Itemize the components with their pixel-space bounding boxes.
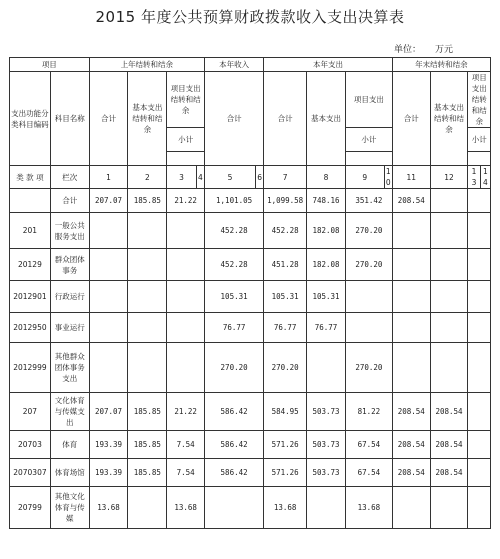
lei-label: 类 — [16, 172, 24, 182]
table-row — [10, 393, 491, 431]
row-value: 270.20 — [264, 343, 307, 393]
col-number: 13 — [468, 166, 480, 189]
col-number: 6 — [256, 166, 264, 189]
row-value: 67.54 — [345, 459, 392, 487]
row-value — [392, 281, 430, 313]
lei-kuan-xiang-label — [10, 166, 51, 189]
row-value: 270.20 — [345, 343, 392, 393]
row-value — [430, 189, 468, 213]
row-value — [345, 281, 392, 313]
row-value: 503.73 — [307, 431, 346, 459]
row-value: 182.08 — [307, 249, 346, 281]
header-prev-subtotal: 小计 — [167, 128, 205, 152]
row-value: 503.73 — [307, 459, 346, 487]
header-prev-project: 项目支出结转和结余 — [167, 72, 205, 128]
col-number: 8 — [307, 166, 346, 189]
row-value: 452.28 — [205, 213, 264, 249]
col-number: 2 — [128, 166, 167, 189]
row-value: 182.08 — [307, 213, 346, 249]
col-number: 3 — [167, 166, 197, 189]
row-value — [89, 249, 128, 281]
row-value: 105.31 — [307, 281, 346, 313]
row-value: 193.39 — [89, 431, 128, 459]
row-value: 13.68 — [345, 487, 392, 529]
row-value — [468, 343, 491, 393]
row-value: 270.20 — [345, 213, 392, 249]
header-expense-project: 项目支出 — [345, 72, 392, 128]
row-name: 其他群众团体事务支出 — [50, 343, 89, 393]
row-value: 207.07 — [89, 189, 128, 213]
col-number: 11 — [392, 166, 430, 189]
row-value — [430, 343, 468, 393]
row-code: 2070307 — [10, 459, 51, 487]
col-number: 7 — [264, 166, 307, 189]
header-subject-name: 科目名称 — [50, 72, 89, 166]
row-code: 20799 — [10, 487, 51, 529]
row-value: 451.28 — [264, 249, 307, 281]
row-value — [468, 431, 491, 459]
row-value — [392, 313, 430, 343]
col-number: 10 — [385, 167, 391, 187]
row-value: 208.54 — [392, 431, 430, 459]
col-number: 5 — [205, 166, 256, 189]
row-value: 185.85 — [128, 459, 167, 487]
row-value — [167, 343, 205, 393]
col-number: 9 — [345, 166, 384, 189]
header-end-subtotal: 小计 — [468, 128, 491, 152]
row-name: 行政运行 — [50, 281, 89, 313]
row-value: 270.20 — [205, 343, 264, 393]
row-name: 文化体育与传媒支出 — [50, 393, 89, 431]
table-row — [10, 189, 491, 213]
col-number: 1 — [89, 166, 128, 189]
header-project: 项目 — [10, 58, 90, 72]
row-value — [430, 487, 468, 529]
row-value: 208.54 — [430, 393, 468, 431]
row-value: 207.07 — [89, 393, 128, 431]
row-value — [468, 459, 491, 487]
row-value — [345, 313, 392, 343]
row-value — [128, 281, 167, 313]
row-value: 21.22 — [167, 189, 205, 213]
row-value: 7.54 — [167, 459, 205, 487]
xiang-label: 项 — [36, 172, 44, 182]
row-value — [89, 213, 128, 249]
header-end-basic: 基本支出结转和结余 — [430, 72, 468, 166]
row-value — [167, 281, 205, 313]
row-value: 13.68 — [89, 487, 128, 529]
row-code: 20703 — [10, 431, 51, 459]
row-value — [392, 249, 430, 281]
row-value: 13.68 — [264, 487, 307, 529]
row-code: 2012999 — [10, 343, 51, 393]
row-value — [128, 313, 167, 343]
row-code: 2012901 — [10, 281, 51, 313]
row-value — [89, 313, 128, 343]
row-code: 2012950 — [10, 313, 51, 343]
table-row — [10, 459, 491, 487]
row-name: 体育场馆 — [50, 459, 89, 487]
row-value: 81.22 — [345, 393, 392, 431]
row-value: 76.77 — [264, 313, 307, 343]
row-value: 748.16 — [307, 189, 346, 213]
row-value — [167, 313, 205, 343]
row-value — [468, 281, 491, 313]
row-value — [89, 343, 128, 393]
table-row — [10, 249, 491, 281]
table-row — [10, 487, 491, 529]
row-value: 105.31 — [205, 281, 264, 313]
row-code: 20129 — [10, 249, 51, 281]
row-value: 76.77 — [307, 313, 346, 343]
row-value — [392, 487, 430, 529]
row-value: 586.42 — [205, 393, 264, 431]
row-value — [430, 213, 468, 249]
row-value — [128, 343, 167, 393]
unit-label — [394, 42, 453, 55]
row-value: 351.42 — [345, 189, 392, 213]
row-code: 207 — [10, 393, 51, 431]
row-value — [430, 313, 468, 343]
row-value: 193.39 — [89, 459, 128, 487]
budget-table — [9, 57, 491, 529]
unit-prefix: 单位： — [394, 45, 422, 55]
header-row-2 — [10, 72, 491, 128]
row-value — [468, 249, 491, 281]
row-value: 185.85 — [128, 431, 167, 459]
col-number-row — [10, 166, 491, 189]
header-prev-total: 合计 — [89, 72, 128, 166]
row-name: 一般公共服务支出 — [50, 213, 89, 249]
row-value — [468, 393, 491, 431]
header-prev-balance: 上年结转和结余 — [89, 58, 204, 72]
row-value — [167, 249, 205, 281]
row-value: 67.54 — [345, 431, 392, 459]
row-code: 201 — [10, 213, 51, 249]
table-row — [10, 431, 491, 459]
header-expense-basic: 基本支出 — [307, 72, 346, 166]
row-value — [430, 249, 468, 281]
row-value — [430, 281, 468, 313]
row-value: 208.54 — [430, 459, 468, 487]
row-name: 事业运行 — [50, 313, 89, 343]
row-value: 452.28 — [205, 249, 264, 281]
page-title: 2015 年度公共预算财政拨款收入支出决算表 — [95, 8, 405, 26]
header-prev-basic: 基本支出结转和结余 — [128, 72, 167, 166]
row-value: 208.54 — [392, 189, 430, 213]
row-value: 571.26 — [264, 431, 307, 459]
row-value: 208.54 — [392, 459, 430, 487]
row-value: 21.22 — [167, 393, 205, 431]
row-value: 208.54 — [430, 431, 468, 459]
kuan-label: 款 — [26, 172, 34, 182]
row-value — [468, 189, 491, 213]
header-end-project: 项目支出结转和结余 — [468, 72, 491, 128]
header-expense-subtotal: 小计 — [345, 128, 392, 152]
row-value: 586.42 — [205, 459, 264, 487]
row-value — [128, 487, 167, 529]
row-value: 503.73 — [307, 393, 346, 431]
row-value: 586.42 — [205, 431, 264, 459]
row-value: 452.28 — [264, 213, 307, 249]
row-code — [10, 189, 51, 213]
col-number: 12 — [430, 166, 468, 189]
row-value: 1,101.05 — [205, 189, 264, 213]
row-value: 208.54 — [392, 393, 430, 431]
row-value — [468, 487, 491, 529]
row-name: 合计 — [50, 189, 89, 213]
row-value — [128, 249, 167, 281]
header-func-code: 支出功能分类科目编码 — [10, 72, 51, 166]
row-value: 270.20 — [345, 249, 392, 281]
table-row — [10, 213, 491, 249]
row-value — [307, 487, 346, 529]
row-value — [128, 213, 167, 249]
col-number: 4 — [196, 166, 204, 189]
row-value: 185.85 — [128, 189, 167, 213]
row-value: 76.77 — [205, 313, 264, 343]
row-value: 584.95 — [264, 393, 307, 431]
row-name: 体育 — [50, 431, 89, 459]
row-value: 105.31 — [264, 281, 307, 313]
row-value: 13.68 — [167, 487, 205, 529]
col-number: 14 — [480, 166, 490, 189]
header-row-1 — [10, 58, 491, 72]
row-value: 1,099.58 — [264, 189, 307, 213]
row-value — [468, 213, 491, 249]
header-income-total: 合计 — [205, 72, 264, 166]
table-row — [10, 313, 491, 343]
col-no-label: 栏次 — [50, 166, 89, 189]
row-value — [89, 281, 128, 313]
header-expense: 本年支出 — [264, 58, 393, 72]
row-value — [392, 343, 430, 393]
row-value — [392, 213, 430, 249]
table-row — [10, 281, 491, 313]
header-end-balance: 年末结转和结余 — [392, 58, 490, 72]
header-end-total: 合计 — [392, 72, 430, 166]
row-value — [468, 313, 491, 343]
row-name: 群众团体事务 — [50, 249, 89, 281]
unit-value: 万元 — [435, 45, 454, 55]
row-value — [307, 343, 346, 393]
header-income: 本年收入 — [205, 58, 264, 72]
row-value — [167, 213, 205, 249]
row-value — [205, 487, 264, 529]
row-value: 7.54 — [167, 431, 205, 459]
row-name: 其他文化体育与传媒 — [50, 487, 89, 529]
table-row — [10, 343, 491, 393]
row-value: 185.85 — [128, 393, 167, 431]
header-expense-total: 合计 — [264, 72, 307, 166]
row-value: 571.26 — [264, 459, 307, 487]
